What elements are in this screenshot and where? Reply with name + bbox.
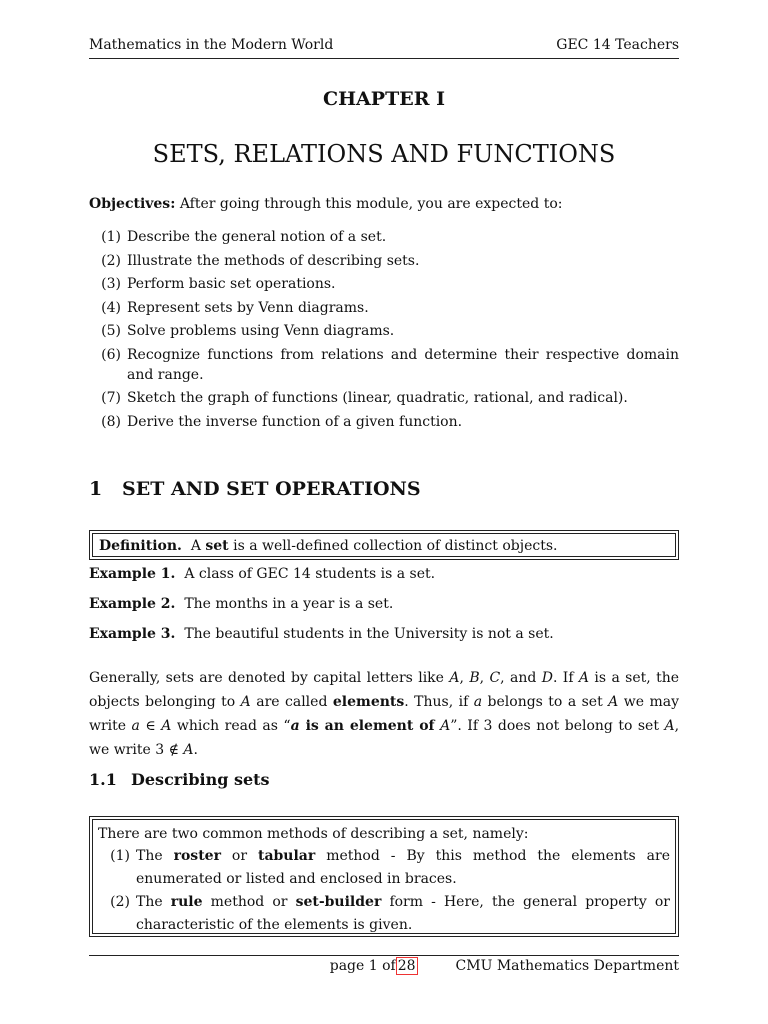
math-a: a (473, 694, 483, 710)
math-A: A (664, 718, 675, 734)
example-1 (89, 566, 435, 582)
item-text: Sketch the graph of functions (linear, quadratic, rational, and radical). (127, 390, 628, 406)
math-A: A (440, 718, 451, 734)
list-item (89, 345, 679, 385)
item-number: (7) (101, 390, 121, 406)
math-D: D (541, 670, 553, 686)
methods-list (98, 845, 670, 937)
item-number: (2) (101, 252, 121, 269)
list-item (89, 227, 679, 247)
item-number: (4) (101, 299, 121, 316)
list-item (89, 321, 679, 341)
item-number: (3) (101, 276, 121, 292)
element-of-symbol: ∈ (145, 718, 156, 734)
para-text: which read as “ (171, 718, 291, 734)
item-text: Solve problems using Venn diagrams. (127, 323, 395, 339)
header-course: Mathematics in the Modern World (89, 37, 334, 53)
method-text: or (231, 848, 248, 864)
math-B: B (469, 670, 480, 686)
list-item (89, 251, 679, 271)
item-text: Perform basic set operations. (127, 276, 336, 292)
para-text: . Thus, if (404, 694, 474, 710)
para-text: is a set, the objects belonging to (89, 670, 680, 710)
term-elements: elements (332, 694, 405, 710)
item-number: (1) (101, 229, 121, 245)
math-A: A (183, 742, 194, 758)
list-item (98, 891, 670, 937)
example-label: Example 3. (89, 626, 176, 642)
list-item (89, 298, 679, 318)
not-element-of-symbol: ∉ (168, 742, 179, 758)
para-text: , we write 3 (89, 718, 680, 758)
para-text: Generally, sets are denoted by capital letters like (89, 670, 450, 686)
term-set-builder: set-builder (295, 894, 382, 910)
method-text: method or (210, 894, 288, 910)
math-A: A (578, 670, 590, 686)
item-number: (1) (110, 848, 130, 864)
methods-inner (92, 819, 676, 934)
math-A: A (449, 670, 460, 686)
math-a: a (131, 718, 140, 734)
para-text: are called (250, 694, 333, 710)
method-text: form - Here, the general property or characteristic of the elements is given. (136, 894, 670, 933)
term-rule: rule (170, 894, 203, 910)
sets-paragraph: Generally, sets are denoted by capital letters like A, B, C, and D. If A is a set, the objects belonging to A are called elements. Thus, if a belongs to a set A we may write a ∈ A which read as “a is an element of A”. If 3 does not belong to set A, we write 3 ∉ A. (89, 670, 680, 758)
list-item (89, 412, 679, 432)
term-roster: roster (173, 848, 221, 864)
subsection-heading (89, 770, 270, 789)
item-text (136, 891, 670, 937)
chapter-title: SETS, RELATIONS AND FUNCTIONS (152, 140, 616, 168)
item-number: (8) (101, 413, 121, 430)
subsection-number: 1.1 (89, 770, 117, 789)
section-number: 1 (89, 478, 103, 500)
page-label: page 1 of (329, 958, 396, 974)
total-pages-link[interactable]: 28 (397, 958, 416, 974)
methods-intro: There are two common methods of describing a set, namely: (98, 826, 529, 842)
math-A: A (240, 694, 251, 710)
definition-text: is a well-defined collection of distinct objects. (233, 538, 558, 554)
example-text: The months in a year is a set. (184, 596, 394, 612)
item-text: Recognize functions from relations and determine their respective domain and range. (127, 346, 679, 383)
running-header (89, 37, 679, 53)
example-3 (89, 626, 554, 642)
example-text: The beautiful students in the University is not a set. (184, 626, 554, 642)
department-name: CMU Mathematics Department (455, 958, 679, 974)
definition-inner (92, 533, 676, 557)
footer-rule (89, 955, 679, 956)
item-text: Derive the inverse function of a given function. (127, 413, 463, 430)
methods-box (89, 816, 679, 937)
list-item (89, 388, 679, 408)
definition-label: Definition. (99, 538, 182, 554)
math-a: a (290, 718, 300, 734)
example-2 (89, 596, 393, 612)
objectives-text: After going through this module, you are expected to: (179, 196, 563, 212)
definition-term: set (205, 538, 229, 554)
example-text: A class of GEC 14 students is a set. (184, 566, 436, 582)
example-label: Example 2. (89, 596, 176, 612)
math-A: A (608, 694, 619, 710)
subsection-title: Describing sets (131, 770, 270, 789)
running-footer (330, 958, 679, 974)
term-is-element-of: is an element of (305, 718, 435, 734)
term-tabular: tabular (257, 848, 316, 864)
method-text: The (136, 894, 163, 910)
definition-box (89, 530, 679, 560)
page-indicator (330, 958, 418, 974)
list-item (89, 274, 679, 294)
para-text: . If (552, 670, 579, 686)
item-text (136, 845, 670, 891)
item-number: (6) (101, 346, 121, 363)
section-heading (89, 478, 421, 500)
item-text: Illustrate the methods of describing sets. (127, 252, 420, 269)
example-label: Example 1. (89, 566, 176, 582)
para-text: belongs to a set (482, 694, 609, 710)
item-text: Represent sets by Venn diagrams. (127, 299, 369, 316)
method-text: The (136, 848, 163, 864)
para-text: , and (500, 670, 542, 686)
header-audience: GEC 14 Teachers (556, 37, 679, 53)
item-text: Describe the general notion of a set. (127, 229, 387, 245)
method-text: method - By this method the elements are enumerated or listed and enclosed in braces. (136, 848, 670, 887)
list-item (98, 845, 670, 891)
chapter-label: CHAPTER I (322, 88, 445, 110)
objectives-list (89, 227, 679, 435)
math-C: C (489, 670, 501, 686)
item-number: (5) (101, 323, 121, 339)
objectives-intro (89, 196, 679, 212)
para-text: we may write (89, 694, 679, 734)
item-number: (2) (110, 894, 130, 910)
section-title: SET AND SET OPERATIONS (122, 478, 421, 500)
header-rule (89, 58, 679, 59)
para-text: . (193, 742, 198, 758)
para-text: ”. If 3 does not belong to set (450, 718, 665, 734)
objectives-label: Objectives: (89, 196, 176, 212)
math-A: A (161, 718, 172, 734)
definition-pre: A (190, 538, 201, 554)
